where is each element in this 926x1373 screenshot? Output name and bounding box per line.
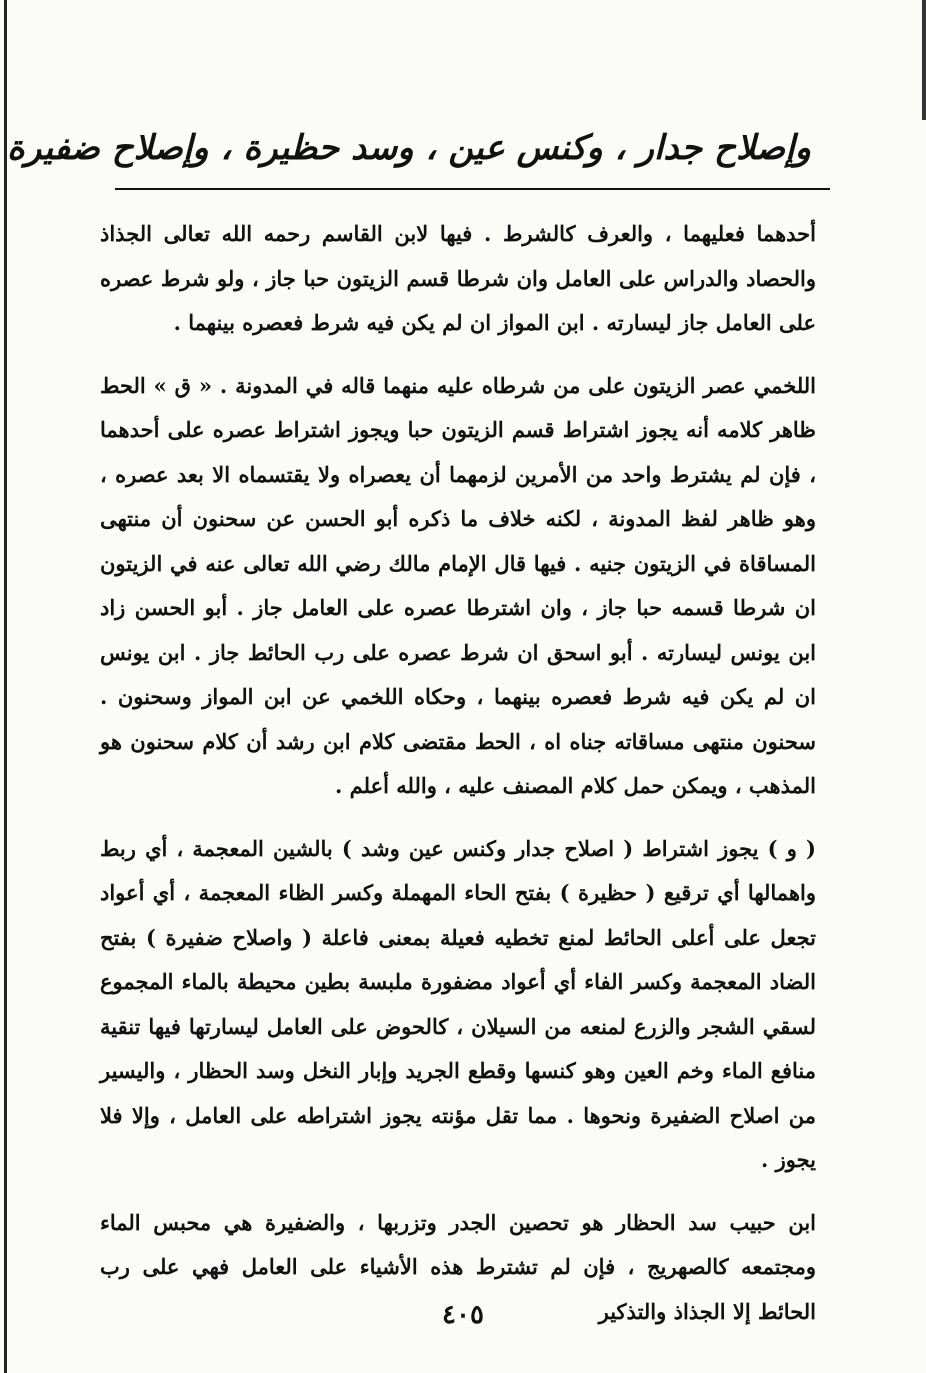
- paragraph-3: ( و ) يجوز اشتراط ( اصلاح جدار وكنس عين وشد ) بالشين المعجمة ، أي ربط واهمالها أي ترقيع ( حظيرة ) بفتح الحاء المهملة وكسر الظاء المعجمة ، أي أعواد تجعل على أعلى الحائط لمنع تخطيه فعيلة بمعنى فاعلة ( واصلاح ضفيرة ) بفتح الضاد المعجمة وكسر الفاء أي أعواد مضفورة ملبسة بطين محيطة بالماء المجموع لسقي الشجر والزرع لمنعه من السيلان ، كالحوض على العامل ليسارتها فيها تنقية منافع الماء وخم العين وهو كنسها وقطع الجريد وإبار النخل وسد الحظار ، واليسير من اصلاح الضفيرة ونحوها . مما تقل مؤنته يجوز اشتراطه على العامل ، وإلا فلا يجوز .: [100, 835, 816, 1172]
- running-header-title: وإصلاح جدار ، وكنس عين ، وسد حظيرة ، وإصلاح ضفيرة: [7, 128, 811, 168]
- paragraph-2: اللخمي عصر الزيتون على من شرطاه عليه منهما قاله في المدونة . « ق » الحط ظاهر كلامه أنه يجوز اشتراط قسم الزيتون حبا ويجوز اشتراط عصره على أحدهما ، فإن لم يشترط واحد من الأمرين لزمهما أن يعصراه ولا يقتسماه الا بعد عصره ، وهو ظاهر لفظ المدونة ، لكنه خلاف ما ذكره أبو الحسن عن سحنون أن منتهى المساقاة في الزيتون جنيه . فيها قال الإمام مالك رضي الله تعالى عنه في الزيتون ان شرطا قسمه حبا جاز ، وان اشترطا عصره على العامل جاز . أبو الحسن زاد ابن يونس ليسارته . أبو اسحق ان شرط عصره على رب الحائط جاز . ابن يونس ان لم يكن فيه شرط فعصره بينهما ، وحكاه اللخمي عن ابن المواز وسحنون . سحنون منتهى مساقاته جناه اه ، الحط مقتضى كلام ابن رشد أن كلام سحنون هو المذهب ، ويمكن حمل كلام المصنف عليه ، والله أعلم .: [100, 372, 816, 798]
- body-text: [100, 212, 816, 1334]
- header-divider: [115, 188, 830, 190]
- paragraph-4: ابن حبيب سد الحظار هو تحصين الجدر وتزربها ، والضفيرة هي محبس الماء ومجتمعه كالصهريج ، فإن لم تشترط هذه الأشياء على العامل فهي على رب الحائط إلا الجذاذ والتذكير: [100, 1209, 816, 1324]
- page-number: ٤٠٥: [442, 1300, 484, 1330]
- scan-edge-left: [4, 0, 7, 1373]
- scan-edge-right: [922, 0, 926, 120]
- paragraph-1: أحدهما فعليهما ، والعرف كالشرط . فيها لابن القاسم رحمه الله تعالى الجذاذ والحصاد والدراس على العامل وان شرطا قسم الزيتون حبا جاز ، ولو شرط عصره على العامل جاز ليسارته . ابن المواز ان لم يكن فيه شرط فعصره بينهما .: [100, 221, 816, 335]
